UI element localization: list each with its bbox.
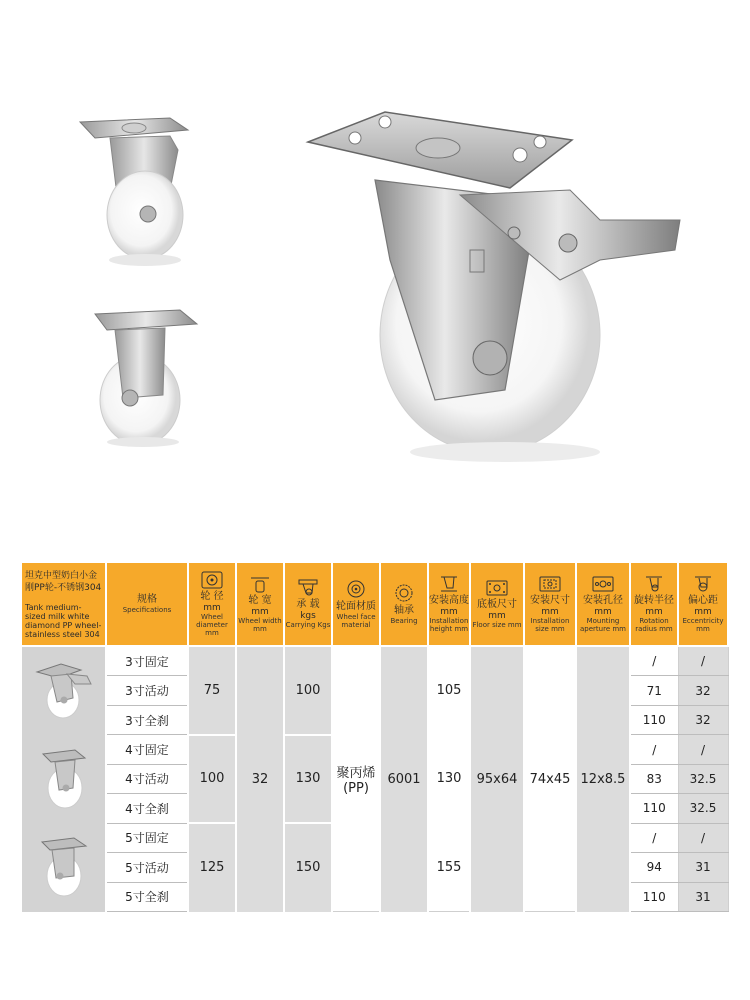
header-floor-unit: mm [488, 611, 506, 621]
fixed-caster-thumbnail-icon [34, 832, 94, 902]
header-bearing-en: Bearing [390, 617, 418, 625]
cell-eccentric: / [678, 735, 728, 764]
header-bearing [380, 563, 428, 646]
cell-radius: 110 [630, 794, 678, 823]
header-eccentric [678, 563, 728, 646]
cell-radius: 83 [630, 764, 678, 793]
spec-cell: 5寸固定 [106, 823, 188, 852]
thumb-brake-caster [22, 646, 106, 735]
cell-radius: / [630, 735, 678, 764]
header-height-unit: mm [440, 607, 458, 617]
header-width-en: Wheel width mm [238, 617, 282, 633]
cell-eccentric: / [678, 823, 728, 852]
cell-aperture: 12x8.5 [576, 646, 630, 912]
header-load [284, 563, 332, 646]
product-title-cn: 坦克中型奶白小金刚PP轮-不锈钢304 [25, 570, 102, 593]
header-install-en: Installation size mm [530, 617, 570, 633]
header-spec-en: Specifications [122, 606, 172, 614]
spec-cell: 3寸全刹 [106, 705, 188, 734]
header-bearing-cn: 轴承 [394, 605, 414, 616]
eccentricity-icon [692, 575, 714, 593]
thumb-fixed-caster [22, 823, 106, 911]
header-aperture-en: Mounting aperture mm [580, 617, 626, 633]
header-floor [470, 563, 524, 646]
material-line-2: (PP) [343, 781, 369, 796]
cell-eccentric: 32.5 [678, 764, 728, 793]
cell-eccentric: / [678, 646, 728, 676]
header-diameter [188, 563, 236, 646]
header-radius-unit: mm [645, 607, 663, 617]
bearing-icon [393, 583, 415, 603]
header-install-unit: mm [541, 607, 559, 617]
spec-cell: 4寸固定 [106, 735, 188, 764]
cell-material [332, 646, 380, 912]
cell-radius: 71 [630, 676, 678, 705]
cell-floor: 95x64 [470, 646, 524, 912]
cell-height: 105 [428, 646, 470, 735]
cell-eccentric: 31 [678, 853, 728, 882]
wheel-diameter-icon [201, 571, 223, 589]
cell-radius: / [630, 646, 678, 676]
header-spec-cn: 规格 [137, 594, 157, 605]
header-radius [630, 563, 678, 646]
header-material-en: Wheel face material [336, 613, 376, 629]
header-material-cn: 轮面材质 [336, 601, 376, 612]
header-width-unit: mm [251, 607, 269, 617]
spec-cell: 3寸固定 [106, 646, 188, 676]
material-line-1: 聚丙烯 [336, 766, 376, 781]
cell-load: 100 [284, 646, 332, 735]
rotation-radius-icon [643, 575, 665, 593]
cell-bearing: 6001 [380, 646, 428, 912]
header-height-cn: 安装高度 [429, 595, 469, 606]
header-height [428, 563, 470, 646]
cell-eccentric: 32 [678, 705, 728, 734]
cell-eccentric: 32 [678, 676, 728, 705]
cell-radius: 94 [630, 853, 678, 882]
header-width [236, 563, 284, 646]
installation-size-icon [539, 575, 561, 593]
cell-radius: 110 [630, 882, 678, 912]
wheel-width-icon [249, 575, 271, 593]
header-install [524, 563, 576, 646]
cell-diameter: 125 [188, 823, 236, 911]
floor-plate-icon [486, 579, 508, 597]
cell-eccentric: 32.5 [678, 794, 728, 823]
brake-caster-thumbnail-icon [31, 658, 97, 724]
header-diameter-unit: mm [203, 603, 221, 613]
header-load-en: Carrying Kgs [285, 621, 331, 629]
swivel-caster-photo [70, 110, 200, 270]
header-floor-en: Floor size mm [472, 621, 522, 629]
header-aperture-cn: 安装孔径 [583, 595, 623, 606]
swivel-caster-thumbnail-icon [31, 744, 97, 814]
installation-height-icon [438, 575, 460, 593]
cell-height: 130 [428, 735, 470, 823]
header-diameter-en: Wheel diameter mm [196, 613, 228, 637]
header-spec [106, 563, 188, 646]
table-row [22, 646, 728, 676]
product-title-en: Tank medium-sized milk white diamond PP wheel-stainless steel 304 [25, 602, 102, 639]
load-capacity-icon [297, 579, 319, 597]
spec-cell: 4寸活动 [106, 764, 188, 793]
header-eccentric-unit: mm [694, 607, 712, 617]
cell-radius: 110 [630, 705, 678, 734]
cell-width: 32 [236, 646, 284, 912]
cell-height: 155 [428, 823, 470, 911]
header-aperture [576, 563, 630, 646]
cell-load: 130 [284, 735, 332, 823]
header-width-cn: 轮 宽 [248, 595, 272, 606]
header-load-cn: 承 载 [296, 599, 320, 610]
spec-cell: 5寸活动 [106, 853, 188, 882]
cell-eccentric: 31 [678, 882, 728, 912]
thumb-swivel-caster [22, 735, 106, 823]
cell-diameter: 75 [188, 646, 236, 735]
header-radius-en: Rotation radius mm [635, 617, 673, 633]
cell-diameter: 100 [188, 735, 236, 823]
brake-caster-photo [300, 100, 710, 480]
header-floor-cn: 底板尺寸 [477, 599, 517, 610]
wheel-material-icon [345, 579, 367, 599]
table-header-row [22, 563, 728, 646]
header-height-en: Installation height mm [429, 617, 469, 633]
cell-install: 74x45 [524, 646, 576, 912]
header-load-unit: kgs [300, 611, 316, 621]
header-eccentric-en: Eccentricity mm [682, 617, 724, 633]
header-product-desc [22, 563, 106, 646]
fixed-caster-photo [85, 300, 205, 450]
header-aperture-unit: mm [594, 607, 612, 617]
header-diameter-cn: 轮 径 [200, 591, 224, 602]
header-radius-cn: 旋转半径 [634, 595, 674, 606]
mounting-aperture-icon [592, 575, 614, 593]
spec-cell: 5寸全刹 [106, 882, 188, 912]
spec-cell: 4寸全刹 [106, 794, 188, 823]
header-install-cn: 安装尺寸 [530, 595, 570, 606]
spec-table [22, 563, 729, 912]
cell-radius: / [630, 823, 678, 852]
header-material [332, 563, 380, 646]
cell-load: 150 [284, 823, 332, 911]
header-eccentric-cn: 偏心距 [688, 595, 718, 606]
spec-cell: 3寸活动 [106, 676, 188, 705]
